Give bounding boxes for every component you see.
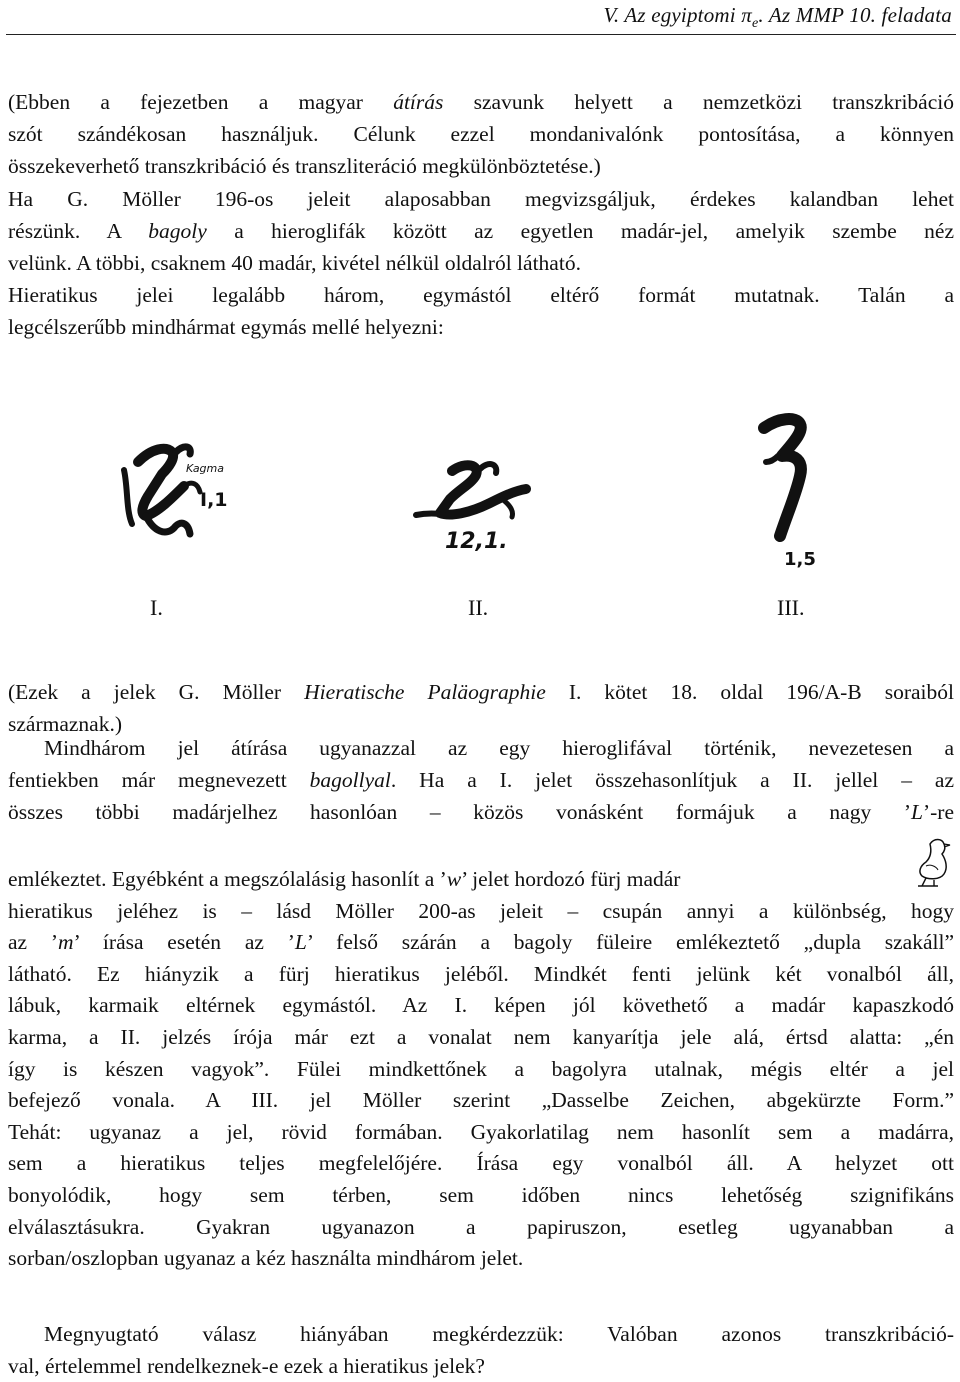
header-rule bbox=[6, 34, 956, 35]
body-paragraph-1: Mindhárom jel átírása ugyanazzal az egy hieroglifával történik, nevezetesen a fentiekben már megnevezett bagollyal. Ha a I. jelet összehasonlítjuk a II. jellel – az összes többi madárjelhez hasonlóan – közös vonásként formájuk a nagy ’L’-re bbox=[8, 736, 955, 824]
hieratic-glyph-1 bbox=[118, 440, 258, 550]
closing-paragraph: Megnyugtató válasz hiányában megkérdezzük: Valóban azonos transzkribáció- val, értelemmel rendelkeznek-e ezek a hieratikus jelek? bbox=[8, 1322, 954, 1378]
body-paragraph-2: emlékeztet. Egyébként a megszólalásig hasonlít a ’w’ jelet hordozó fürj madár hieratikus jeléhez is – lásd Möller 200-as jeleit – csupán annyi a különbség, hogy az ’m’ írása esetén az ’L’ felső szárán a bagoly füleire emlékeztető „dupla szakáll” látható. Ez hiányzik a fürj hieratikus jeléből. Mindkét fenti jelünk két vonalból áll, lábuk, karmaik eltérnek egymástól. Az I. képen jól követhető a madár kapaszkodó karma, a II. jelzés írója már ezt a vonalat nem kanyarítja jele alá, értsd alatta: „én így is készen vagyok”. Fülei mindkettőnek a bagolyra utalnak, mégis eltér a jel befejező vonala. A III. jel Möller szerint „Dasselbe Zeichen, abgekürzte Form.” Tehát: ugyanaz a jel, rövid formában. Gyakorlatilag nem hasonlít sem a madárra, sem a hieratikus teljes megfelelőjére. Írása egy vonalból áll. A helyzet ott bonyolódik, hogy sem térben, sem időben nincs lehetőség szignifikáns elválasztásukra. Gyakran ugyanazon a papiruszon, esetleg ugyanabban a sorban/oszlopban ugyanaz a kéz használta mindhárom jelet. bbox=[8, 867, 954, 1271]
glyph-label-3: III. bbox=[777, 595, 805, 620]
glyph-label-1: I. bbox=[150, 595, 163, 620]
pi-subscript: e bbox=[751, 16, 759, 32]
glyph-1-annotation: Kagma bbox=[186, 462, 225, 475]
glyph-label-2: II. bbox=[468, 595, 489, 620]
glyph-2-reference: 12,1. bbox=[445, 529, 508, 554]
glyph-3-reference: 1,5 bbox=[784, 549, 816, 570]
source-note: (Ezek a jelek G. Möller Hieratische Paläographie I. kötet 18. oldal 196/A-B soraiból származnak.) bbox=[8, 680, 954, 736]
glyph-1-reference: I,1 bbox=[200, 489, 228, 511]
hieratic-glyph-3 bbox=[752, 412, 822, 552]
hieratic-glyph-2 bbox=[410, 455, 540, 535]
running-header: V. Az egyiptomi $\pi_e$. Az MMP 10. feladata bbox=[603, 3, 952, 32]
intro-paragraph: (Ebben a fejezetben a magyar átírás szavunk helyett a nemzetközi transzkribáció szót szándékosan használjuk. Célunk ezzel mondanivalónk pontosítása, a könnyen összekeverhető transzkribáció és transzliteráció megkülönböztetése.) Ha G. Möller 196-os jeleit alaposabban megvizsgáljuk, érdekes kalandban lehet részünk. A bagoly a hieroglifák között az egyetlen madár-jel, amelyik szembe néz velünk. A többi, csaknem 40 madár, kivétel nélkül oldalról látható. Hieratikus jelei legalább három, egymástól eltérő formát mutatnak. Talán a legcélszerűbb mindhármat egymás mellé helyezni: bbox=[8, 90, 954, 340]
